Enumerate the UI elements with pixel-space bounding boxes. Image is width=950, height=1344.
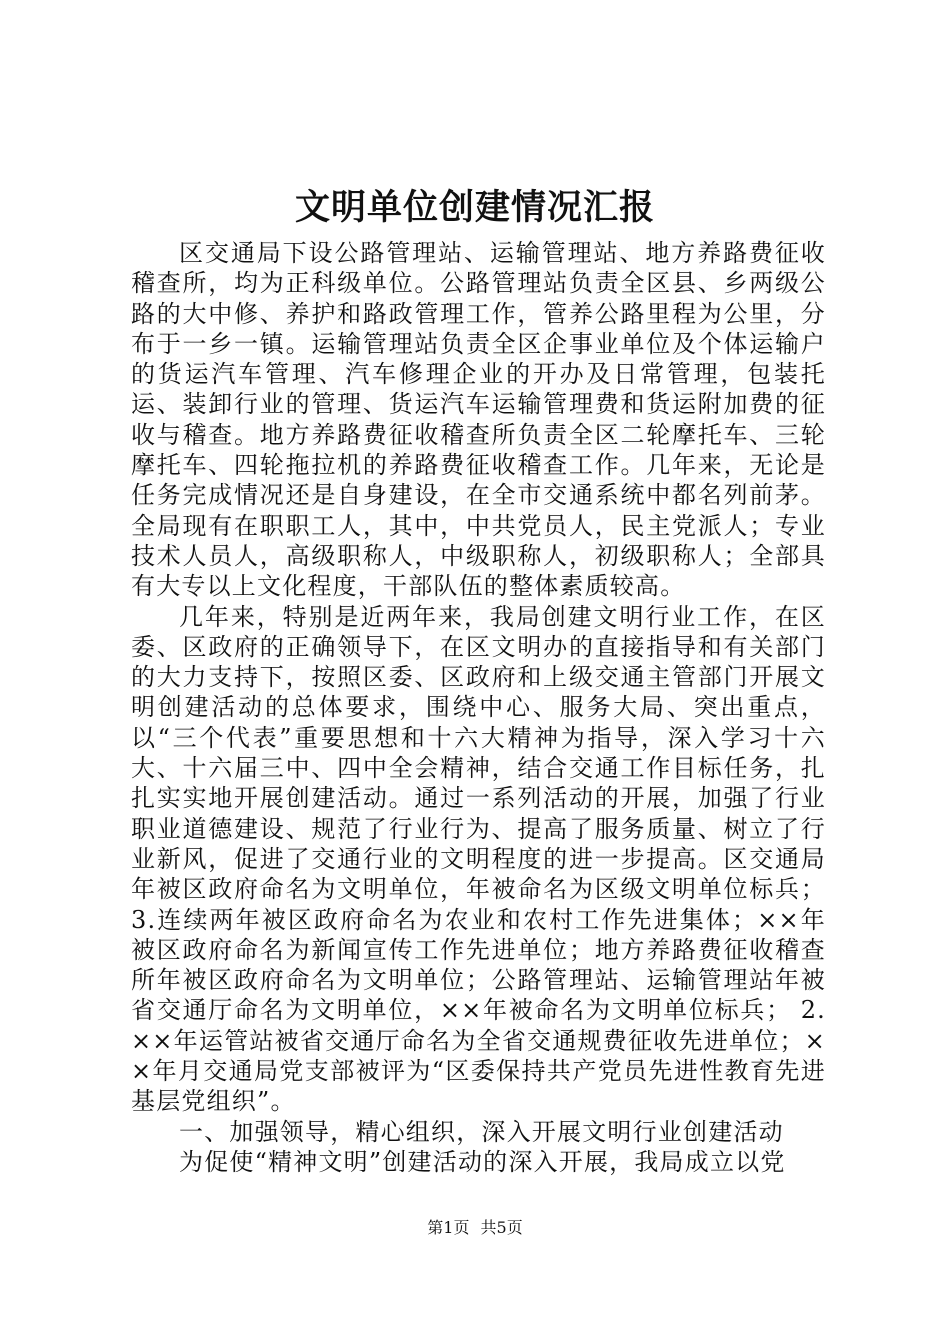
- page-total: 共5页: [480, 1218, 523, 1237]
- document-body: [131, 238, 826, 1177]
- paragraph-1: 区交通局下设公路管理站、运输管理站、地方养路费征收稽查所，均为正科级单位。公路管理站负责全区县、乡两级公路的大中修、养护和路政管理工作，管养公路里程为公里，分布于一乡一镇。运输管理站负责全区企事业单位及个体运输户的货运汽车管理、汽车修理企业的开办及日常管理，包装托运、装卸行业的管理、货运汽车运输管理费和货运附加费的征收与稽查。地方养路费征收稽查所负责全区二轮摩托车、三轮摩托车、四轮拖拉机的养路费征收稽查工作。几年来，无论是任务完成情况还是自身建设，在全市交通系统中都名列前茅。全局现有在职职工人，其中，中共党员人，民主党派人；专业技术人员人，高级职称人，中级职称人，初级职称人；全部具有大专以上文化程度，干部队伍的整体素质较高。: [131, 239, 826, 601]
- section-heading-1: 一、加强领导，精心组织，深入开展文明行业创建活动: [179, 1117, 784, 1146]
- paragraph-2: 几年来，特别是近两年来，我局创建文明行业工作，在区委、区政府的正确领导下，在区文明办的直接指导和有关部门的大力支持下，按照区委、区政府和上级交通主管部门开展文明创建活动的总体要求，围绕中心、服务大局、突出重点，以“三个代表”重要思想和十六大精神为指导，深入学习十六大、十六届三中、四中全会精神，结合交通工作目标任务，扎扎实实地开展创建活动。通过一系列活动的开展，加强了行业职业道德建设、规范了行业行为、提高了服务质量、树立了行业新风，促进了交通行业的文明程度的进一步提高。区交通局年被区政府命名为文明单位，年被命名为区级文明单位标兵； 3.连续两年被区政府命名为农业和农村工作先进集体；××年被区政府命名为新闻宣传工作先进单位；地方养路费征收稽查所年被区政府命名为文明单位；公路管理站、运输管理站年被省交通厅命名为文明单位，××年被命名为文明单位标兵； 2.××年运管站被省交通厅命名为全省交通规费征收先进单位；××年月交通局党支部被评为“区委保持共产党员先进性教育先进基层党组织”。: [131, 602, 826, 1116]
- page-footer: [0, 1218, 950, 1238]
- document-title: 文明单位创建情况汇报: [294, 187, 655, 228]
- paragraph-3: 为促使“精神文明”创建活动的深入开展，我局成立以党: [179, 1147, 786, 1176]
- page-number: 第1页: [427, 1218, 470, 1237]
